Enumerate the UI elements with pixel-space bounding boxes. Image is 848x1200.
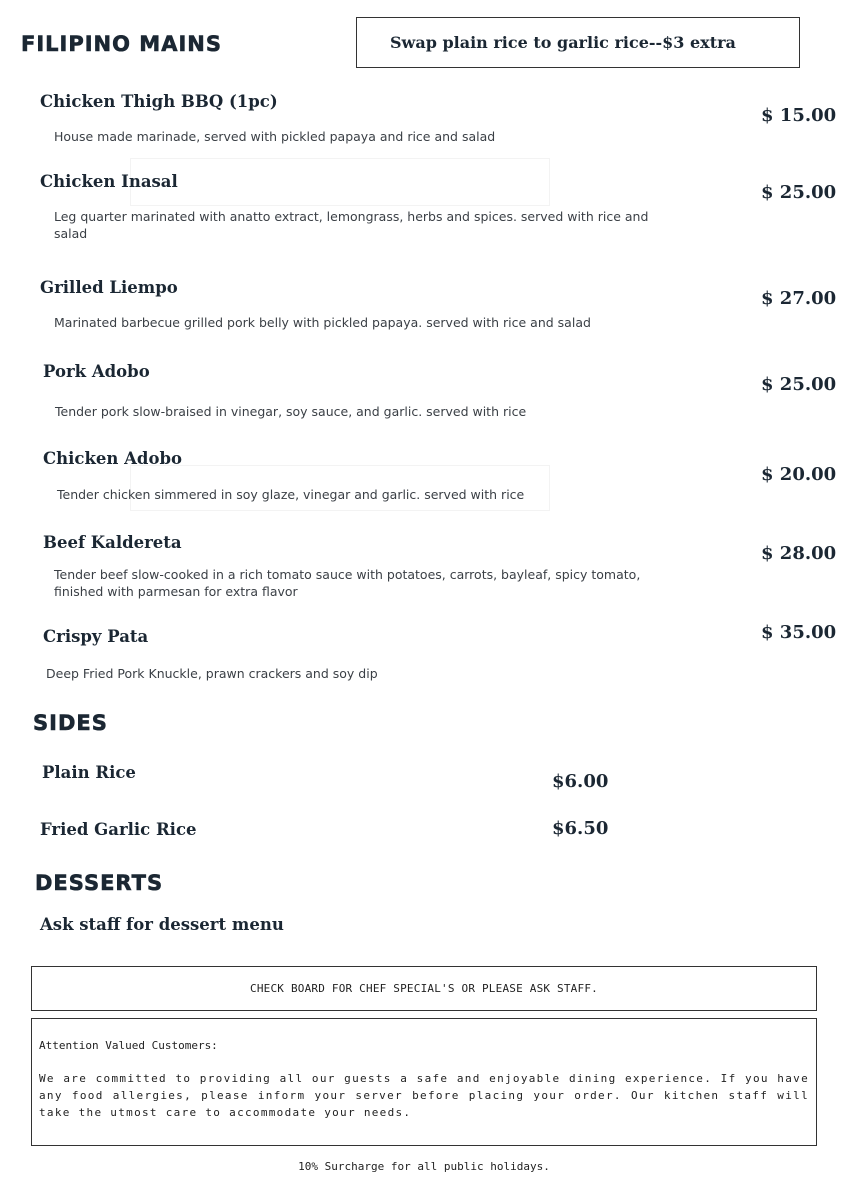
menu-item-description: Tender beef slow-cooked in a rich tomato sauce with potatoes, carrots, bayleaf, spicy tomato, finished with parmesan for extra flavor <box>54 567 641 599</box>
faint-frame <box>130 158 550 206</box>
swap-rice-note: Swap plain rice to garlic rice--$3 extra <box>390 33 736 52</box>
notice-title: Attention Valued Customers: <box>39 1039 218 1052</box>
menu-item-name: Grilled Liempo <box>40 278 178 297</box>
menu-item-price: $ 28.00 <box>761 543 837 564</box>
side-item-price: $6.00 <box>552 771 609 792</box>
mains-section-title: FILIPINO MAINS <box>21 32 222 56</box>
menu-item-description: Marinated barbecue grilled pork belly with pickled papaya. served with rice and salad <box>54 315 591 330</box>
menu-item-price: $ 25.00 <box>761 374 837 395</box>
side-item-name: Plain Rice <box>42 763 136 782</box>
menu-item-name: Chicken Thigh BBQ (1pc) <box>40 92 278 111</box>
menu-item-description: Tender pork slow-braised in vinegar, soy sauce, and garlic. served with rice <box>55 404 527 419</box>
side-item-price: $6.50 <box>552 818 609 839</box>
chef-special-box <box>31 966 817 1011</box>
surcharge-note: 10% Surcharge for all public holidays. <box>298 1160 550 1173</box>
menu-item-price: $ 27.00 <box>761 288 837 309</box>
menu-item-description: House made marinade, served with pickled papaya and rice and salad <box>54 129 496 144</box>
dessert-note: Ask staff for dessert menu <box>40 915 284 934</box>
allergy-notice-box <box>31 1018 817 1146</box>
menu-item-price: $ 20.00 <box>761 464 837 485</box>
notice-body: We are committed to providing all our guests a safe and enjoyable dining experience. If you have any food allergies, please inform your server before placing your order. Our kitchen staff will take the utmost care to accommodate your needs. <box>39 1072 809 1119</box>
menu-item-price: $ 35.00 <box>761 622 837 643</box>
menu-item-name: Chicken Inasal <box>40 172 178 191</box>
menu-item-name: Pork Adobo <box>43 362 150 381</box>
menu-item-name: Crispy Pata <box>43 627 149 646</box>
desserts-section-title: DESSERTS <box>35 871 164 895</box>
menu-item-description: Leg quarter marinated with anatto extract, lemongrass, herbs and spices. served with rice and salad <box>54 209 649 241</box>
menu-item-name: Beef Kaldereta <box>43 533 182 552</box>
menu-item-name: Chicken Adobo <box>43 449 183 468</box>
chef-special-text: CHECK BOARD FOR CHEF SPECIAL'S OR PLEASE ASK STAFF. <box>250 982 598 995</box>
sides-section-title: SIDES <box>33 711 108 735</box>
side-item-name: Fried Garlic Rice <box>40 820 197 839</box>
menu-item-description: Deep Fried Pork Knuckle, prawn crackers and soy dip <box>46 666 378 681</box>
swap-rice-note-box <box>356 17 800 68</box>
menu-item-price: $ 15.00 <box>761 105 837 126</box>
menu-item-description: Tender chicken simmered in soy glaze, vinegar and garlic. served with rice <box>57 487 525 502</box>
menu-item-price: $ 25.00 <box>761 182 837 203</box>
